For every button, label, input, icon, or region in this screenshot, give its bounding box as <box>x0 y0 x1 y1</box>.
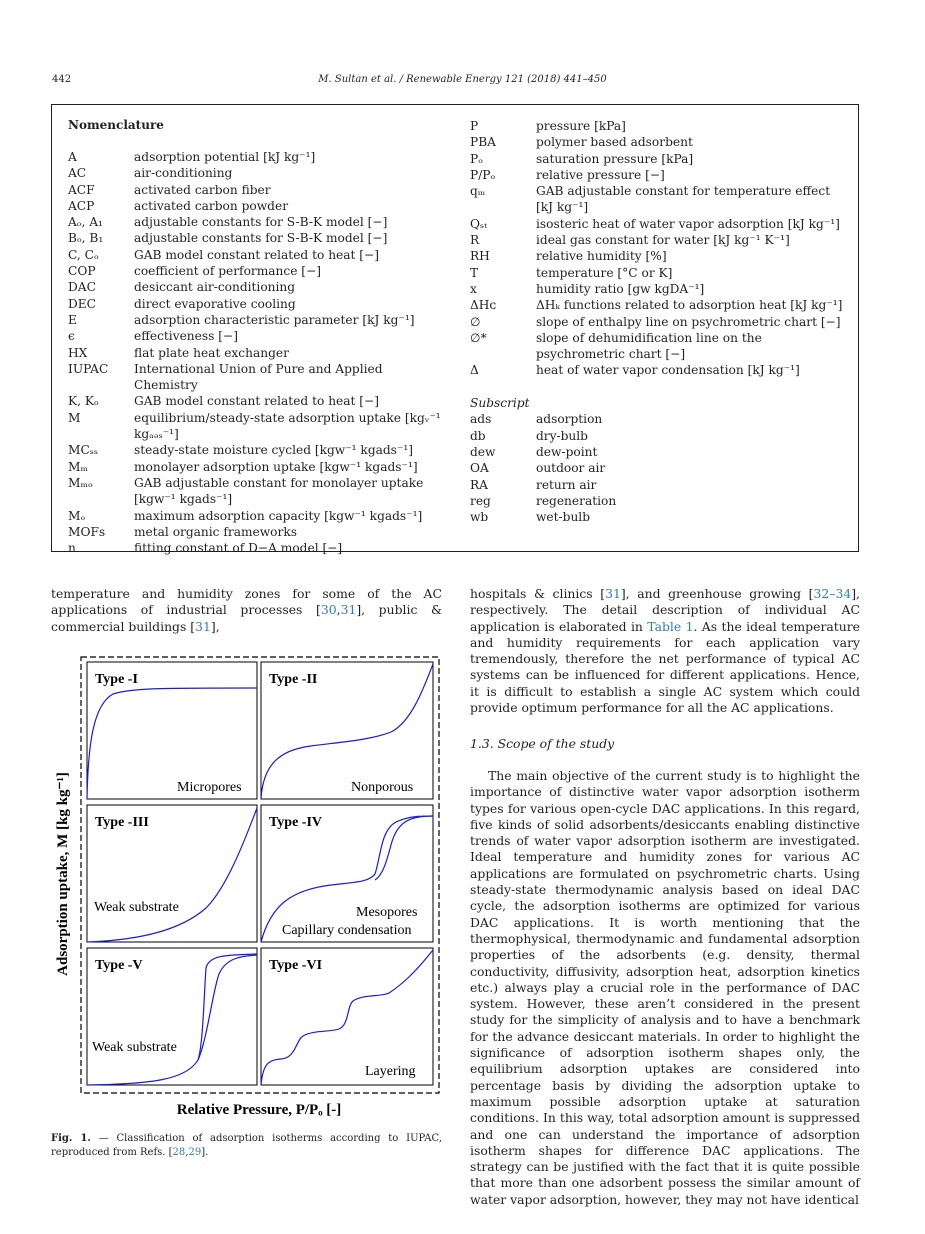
text-span: . As the ideal temperature and humidity requirements for each application vary tremendously, therefore the net performance of typical AC systems can be influenced for different applications. Hence, it is difficult to establish a single AC system which could provide optimum performance for all the AC applications. <box>470 618 860 716</box>
nom-definition: adsorption characteristic parameter [kJ kg⁻¹] <box>134 312 415 327</box>
nom-symbol: ACP <box>68 198 95 213</box>
nom-symbol: ads <box>470 412 492 427</box>
nom-entry <box>68 247 448 263</box>
right-body-paragraph-2 <box>470 768 860 1208</box>
nom-definition: air-conditioning <box>134 166 233 181</box>
nom-symbol: K, Kₒ <box>68 394 99 409</box>
nom-definition: relative pressure [−] <box>536 167 665 182</box>
nom-symbol: Pₒ <box>470 151 483 166</box>
nom-symbol: E <box>68 312 77 327</box>
nom-definition: heat of water vapor condensation [kJ kg⁻¹] <box>536 363 800 378</box>
table-link[interactable]: Table 1 <box>647 618 694 634</box>
nom-definition: adjustable constants for S-B-K model [−] <box>134 215 388 230</box>
subscript-entry <box>470 509 845 525</box>
nom-entry <box>68 296 448 312</box>
figure-caption <box>51 1132 442 1159</box>
subscript-entry <box>470 444 845 460</box>
panel-description: Nonporous <box>351 780 414 795</box>
nom-definition: ΔHₖ functions related to adsorption heat [kJ kg⁻¹] <box>536 298 843 313</box>
nom-entry <box>470 232 845 248</box>
nom-symbol: ACF <box>68 182 95 197</box>
nom-symbol: Δ <box>470 363 479 378</box>
panel-type-label: Type -VI <box>269 958 323 973</box>
nom-symbol: PBA <box>470 135 496 150</box>
nom-entry <box>470 265 845 281</box>
nom-symbol: reg <box>470 493 491 508</box>
subscript-entry <box>470 477 845 493</box>
nom-entry <box>68 198 448 214</box>
nom-definition: desiccant air-conditioning <box>134 280 296 295</box>
subscript-entry <box>470 428 845 444</box>
nom-entry <box>68 312 448 328</box>
nom-entry <box>68 263 448 279</box>
nom-entry <box>470 362 845 378</box>
nom-definition: maximum adsorption capacity [kgw⁻¹ kgads⁻¹] <box>134 508 423 523</box>
nom-entry <box>68 361 448 394</box>
isotherm-figure <box>51 650 446 1122</box>
subscript-entry <box>470 460 845 476</box>
nom-entry <box>68 459 448 475</box>
reference-link[interactable]: 30 <box>320 602 337 618</box>
caption-text: ]. <box>201 1146 209 1158</box>
nom-symbol: P/Pₒ <box>470 167 496 182</box>
nom-definition: slope of dehumidification line on the psychrometric chart [−] <box>536 330 762 362</box>
nom-symbol: T <box>470 265 479 280</box>
nom-definition: GAB adjustable constant for monolayer uptake [kgw⁻¹ kgads⁻¹] <box>134 475 424 507</box>
nomenclature-heading: Nomenclature <box>68 118 164 132</box>
panel-type-label: Type -I <box>95 672 138 687</box>
nom-symbol: RH <box>470 249 490 264</box>
right-body-paragraph-1 <box>470 586 860 716</box>
nom-entry <box>68 230 448 246</box>
nom-entry <box>68 393 448 409</box>
nomenclature-left-column <box>68 149 448 556</box>
figure-dashed-frame <box>81 657 439 1093</box>
nom-entry <box>470 118 845 134</box>
nom-definition: activated carbon powder <box>134 198 289 213</box>
nom-entry <box>68 508 448 524</box>
nom-entry <box>68 328 448 344</box>
nom-entry <box>470 248 845 264</box>
nom-entry <box>470 183 845 216</box>
panel-type-label: Type -V <box>95 958 143 973</box>
nom-definition: pressure [kPa] <box>536 119 626 133</box>
nom-symbol: n <box>68 541 76 556</box>
nom-entry <box>68 214 448 230</box>
nom-definition: saturation pressure [kPa] <box>536 151 694 166</box>
nom-definition: direct evaporative cooling <box>134 296 296 311</box>
panel-description: Weak substrate <box>94 900 179 915</box>
nom-symbol: R <box>470 233 480 248</box>
nom-definition: slope of enthalpy line on psychrometric chart [−] <box>536 314 841 329</box>
nom-symbol: ϵ <box>68 329 75 344</box>
subscript-entry <box>470 493 845 509</box>
text-span: ], respectively. The detail description of individual AC application is elaborated in <box>470 586 860 634</box>
nom-symbol: ∅* <box>470 330 487 345</box>
paragraph-text: The main objective of the current study is to highlight the importance of distinctive water vapor adsorption isotherm types for various open-cycle DAC applications. In this regard, five kinds of solid adsorbents/desiccants enabling distinctive trends of water vapor adsorption isotherm are investigated. Ideal temperature and humidity zones for various AC applications are formulated on psychrometric charts. Using steady-state thermodynamic analysis based on ideal DAC cycle, the adsorption isotherms are optimized for various DAC applications. It is worth mentioning that the thermophysical, thermodynamic and fundamental adsorption properties of the adsorbents (e.g. density, thermal conductivity, diffusivity, adsorption heat, adsorption kinetics etc.) always play a crucial role in the performance of DAC system. However, these aren’t considered in the present study for the simplicity of analysis and to have a benchmark for the advance desiccant materials. In order to highlight the significance of adsorption isotherm shapes only, the equilibrium adsorption uptakes are considered into percentage basis by dividing the adsorption uptake to maximum possible adsorption uptake at saturation conditions. In this way, total adsorption amount is suppressed and one can understand the importance of adsorption isotherm shapes for difference DAC applications. The strategy can be justified with the fact that it is quite possible that more than one adsorbent possess the similar amount of water vapor adsorption, however, they may not have identical <box>470 768 860 1207</box>
nom-symbol: MOFs <box>68 524 106 539</box>
running-title: M. Sultan et al. / Renewable Energy 121 (2018) 441–450 <box>318 74 607 85</box>
nom-symbol: COP <box>68 264 96 279</box>
nom-symbol: DEC <box>68 296 96 311</box>
panel-description: Mesopores <box>356 905 418 920</box>
nom-definition: humidity ratio [gw kgDA⁻¹] <box>536 281 705 296</box>
nom-entry <box>470 134 845 150</box>
nom-symbol: Qₛₜ <box>470 216 488 231</box>
nom-entry <box>470 167 845 183</box>
subscript-entry <box>470 411 845 427</box>
nom-entry <box>68 540 448 556</box>
nom-symbol: RA <box>470 477 488 492</box>
nom-definition: monolayer adsorption uptake [kgw⁻¹ kgads⁻¹] <box>134 459 418 474</box>
nom-definition: wet-bulb <box>536 510 591 525</box>
nom-symbol: M <box>68 410 81 425</box>
nom-entry <box>470 216 845 232</box>
panel-description: Micropores <box>177 780 242 795</box>
page-number: 442 <box>52 74 72 85</box>
nom-definition: flat plate heat exchanger <box>134 345 289 360</box>
nom-definition: return air <box>536 477 597 492</box>
panel-description: Layering <box>365 1064 416 1079</box>
isotherm-curve-type-v-desorption <box>198 955 257 1060</box>
nom-symbol: qₘ <box>470 184 486 199</box>
reference-link[interactable]: 28 <box>172 1146 186 1158</box>
nom-symbol: Mₘₒ <box>68 475 93 490</box>
nom-definition: equilibrium/steady-state adsorption uptake [kgᵥ⁻¹ kgₐₔₛ⁻¹] <box>134 410 441 442</box>
nom-symbol: x <box>470 281 477 296</box>
nom-definition: isosteric heat of water vapor adsorption [kJ kg⁻¹] <box>536 216 840 231</box>
reference-link[interactable]: 29 <box>188 1146 202 1158</box>
nom-definition: regeneration <box>536 493 617 508</box>
nom-entry <box>470 151 845 167</box>
panel-type-label: Type -II <box>269 672 318 687</box>
nom-definition: adsorption potential [kJ kg⁻¹] <box>134 150 316 164</box>
nom-entry <box>68 182 448 198</box>
nom-entry <box>68 165 448 181</box>
nom-symbol: P <box>470 119 479 133</box>
text-span: ], <box>210 618 220 634</box>
isotherm-curve-type-v-adsorption <box>87 954 257 1085</box>
nom-definition: polymer based adsorbent <box>536 135 693 150</box>
nom-definition: outdoor air <box>536 461 606 476</box>
panel-description: Capillary condensation <box>282 923 412 938</box>
nom-symbol: IUPAC <box>68 361 109 376</box>
nom-definition: adsorption <box>536 412 603 427</box>
caption-label: Fig. 1. <box>51 1133 91 1144</box>
panel-type-label: Type -III <box>95 815 149 830</box>
nom-definition: dew-point <box>536 444 598 459</box>
reference-link[interactable]: 32–34 <box>813 586 852 601</box>
nom-symbol: db <box>470 428 486 443</box>
nom-symbol: Aₒ, A₁ <box>68 215 103 230</box>
nom-symbol: DAC <box>68 280 96 295</box>
nom-symbol: wb <box>470 510 489 525</box>
nom-definition: fitting constant of D−A model [−] <box>134 541 343 556</box>
nom-entry <box>68 345 448 361</box>
text-span: ], public & commercial buildings [ <box>51 602 442 634</box>
nom-entry <box>68 475 448 508</box>
nom-entry <box>68 149 448 165</box>
nom-entry <box>68 442 448 458</box>
nom-symbol: ∅ <box>470 314 481 329</box>
reference-link[interactable]: 31 <box>605 586 621 601</box>
isotherm-curve-type-iv-desorption <box>375 816 433 880</box>
subscript-heading: Subscript <box>470 396 530 411</box>
nomenclature-right-column <box>470 118 845 525</box>
nom-symbol: OA <box>470 461 489 476</box>
nom-symbol: AC <box>68 166 87 181</box>
nom-entry <box>470 297 845 313</box>
text-span: temperature and humidity zones for some of the AC applications of industrial processes [ <box>51 586 442 618</box>
nom-definition: ideal gas constant for water [kJ kg⁻¹ K⁻¹] <box>536 233 790 248</box>
nom-entry <box>470 281 845 297</box>
caption-text: — Classification of adsorption isotherms according to IUPAC, reproduced from Refs. [ <box>51 1133 442 1158</box>
nom-symbol: dew <box>470 444 496 459</box>
nom-definition: GAB adjustable constant for temperature effect [kJ kg⁻¹] <box>536 184 831 215</box>
nom-symbol: ΔHᴄ <box>470 298 497 313</box>
nom-symbol: C, Cₒ <box>68 247 99 262</box>
section-heading: 1.3. Scope of the study <box>470 736 615 751</box>
reference-link[interactable]: 31 <box>195 618 211 634</box>
nom-definition: steady-state moisture cycled [kgw⁻¹ kgads⁻¹] <box>134 443 414 458</box>
panel-description: Weak substrate <box>92 1040 177 1055</box>
nom-definition: International Union of Pure and Applied Chemistry <box>134 361 383 393</box>
nom-symbol: Bₒ, B₁ <box>68 231 104 246</box>
nom-entry <box>68 279 448 295</box>
text-span: ], and greenhouse growing [ <box>620 586 814 601</box>
nom-entry <box>470 314 845 330</box>
nom-entry <box>470 330 845 363</box>
nom-definition: effectiveness [−] <box>134 329 238 344</box>
x-axis-label: Relative Pressure, P/Pₒ [-] <box>176 1102 342 1118</box>
nom-definition: temperature [°C or K] <box>536 265 673 280</box>
left-body-paragraph <box>51 586 442 635</box>
nom-definition: metal organic frameworks <box>134 524 297 539</box>
nom-definition: activated carbon fiber <box>134 182 271 197</box>
nom-definition: dry-bulb <box>536 428 588 443</box>
nom-symbol: HX <box>68 345 88 360</box>
nom-symbol: A <box>68 150 77 164</box>
nom-entry <box>68 524 448 540</box>
panel-type-label: Type -IV <box>269 815 323 830</box>
nom-definition: coefficient of performance [−] <box>134 264 322 279</box>
nom-symbol: Mₘ <box>68 459 88 474</box>
text-span: hospitals & clinics [ <box>470 586 606 601</box>
nom-definition: relative humidity [%] <box>536 249 667 264</box>
nom-definition: GAB model constant related to heat [−] <box>134 394 380 409</box>
nom-definition: adjustable constants for S-B-K model [−] <box>134 231 388 246</box>
text-span: , <box>336 602 341 618</box>
reference-link[interactable]: 31 <box>340 602 357 618</box>
nom-definition: GAB model constant related to heat [−] <box>134 247 380 262</box>
nom-symbol: MCₛₛ <box>68 443 99 458</box>
y-axis-label: Adsorption uptake, M [kg kg⁻¹] <box>55 772 71 976</box>
nom-entry <box>68 410 448 443</box>
nom-symbol: Mₒ <box>68 508 86 523</box>
caption-text: , <box>185 1146 189 1158</box>
